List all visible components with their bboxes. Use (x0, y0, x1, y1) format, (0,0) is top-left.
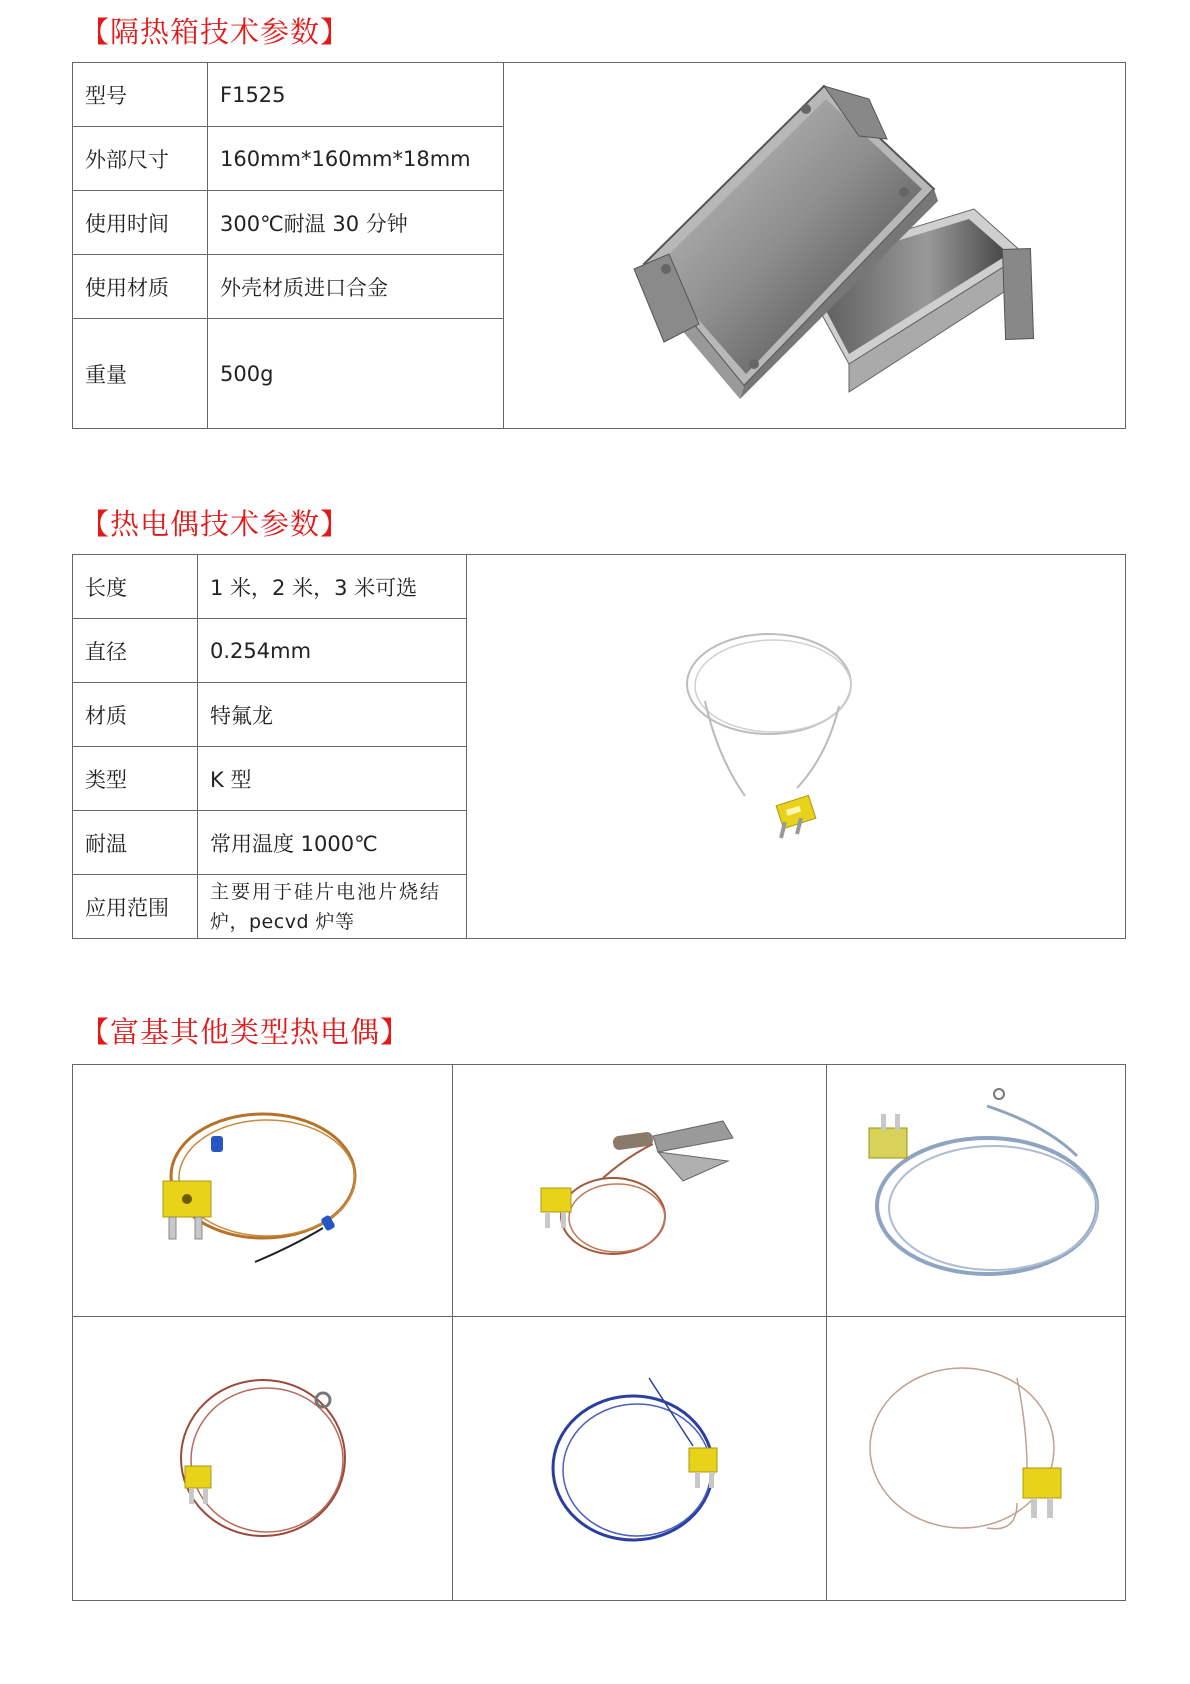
spec-label: 使用材质 (73, 255, 208, 319)
spec-label: 类型 (73, 747, 198, 811)
thermocouple-photo (827, 1065, 1126, 1317)
table-row (73, 1065, 1126, 1317)
table-row (73, 1317, 1126, 1601)
spec-value: 常用温度 1000℃ (198, 811, 467, 875)
table-row (73, 63, 1126, 127)
spec-value (198, 875, 467, 939)
spec-value: 500g (208, 319, 504, 429)
thermocouple-photo (73, 1065, 453, 1317)
spec-label: 应用范围 (73, 875, 198, 939)
thermocouple-photo (467, 555, 1126, 939)
spec-value: 外壳材质进口合金 (208, 255, 504, 319)
thermocouple-photo (827, 1317, 1126, 1601)
spec-value: 特氟龙 (198, 683, 467, 747)
spec-label: 使用时间 (73, 191, 208, 255)
spec-value: K 型 (198, 747, 467, 811)
insulation-box-spec-table (72, 62, 1126, 429)
thermocouple-photo (453, 1065, 827, 1317)
insulation-box-photo (504, 63, 1126, 429)
spec-label: 型号 (73, 63, 208, 127)
section-title-insulation-box: 【隔热箱技术参数】 (80, 15, 351, 49)
spec-label: 长度 (73, 555, 198, 619)
section-title-thermocouple: 【热电偶技术参数】 (80, 507, 351, 541)
thermocouple-photo (453, 1317, 827, 1601)
table-row (73, 555, 1126, 619)
spec-label: 耐温 (73, 811, 198, 875)
thermocouple-spec-table (72, 554, 1126, 939)
spec-value: 300℃耐温 30 分钟 (208, 191, 504, 255)
spec-value: 160mm*160mm*18mm (208, 127, 504, 191)
spec-label: 直径 (73, 619, 198, 683)
spec-value: F1525 (208, 63, 504, 127)
spec-label: 重量 (73, 319, 208, 429)
spec-value-line2: 炉，pecvd 炉等 (210, 910, 355, 933)
other-thermocouples-grid (72, 1064, 1126, 1601)
spec-value: 1 米，2 米，3 米可选 (198, 555, 467, 619)
spec-label: 外部尺寸 (73, 127, 208, 191)
spec-label: 材质 (73, 683, 198, 747)
spec-value: 0.254mm (198, 619, 467, 683)
thermocouple-photo (73, 1317, 453, 1601)
spec-value-line1: 主要用于硅片电池片烧结 (210, 880, 442, 903)
section-title-other-thermocouples: 【富基其他类型热电偶】 (80, 1015, 411, 1049)
